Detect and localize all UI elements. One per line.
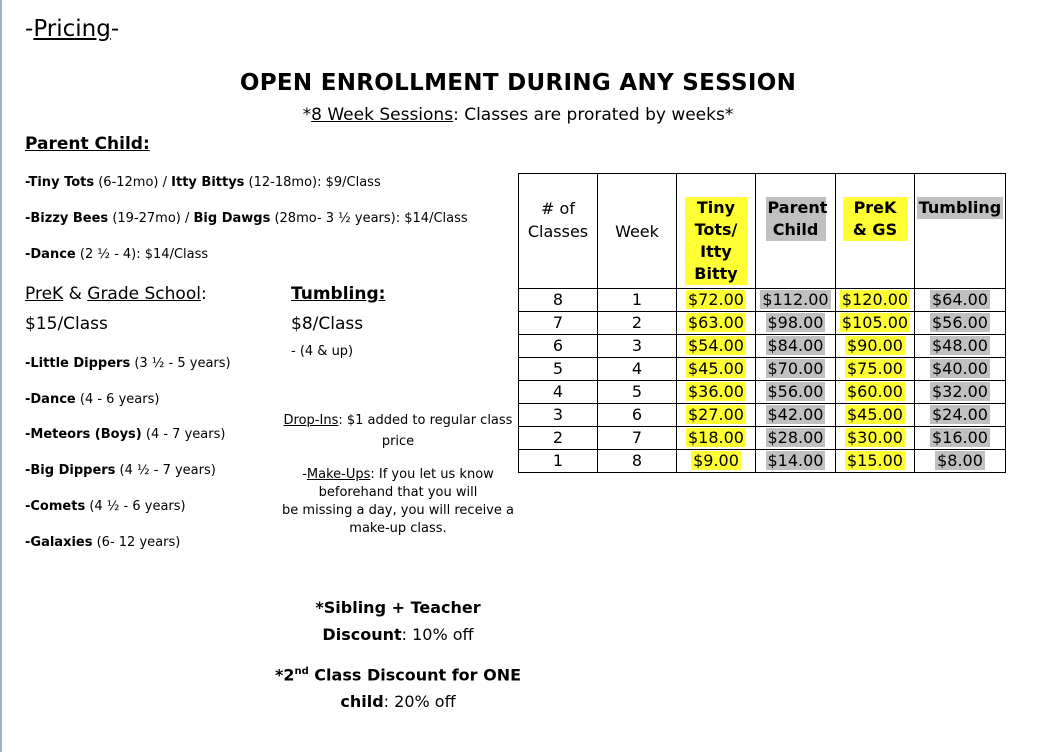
cell-week [598,450,677,473]
cell-value: 7 [631,428,643,447]
parent-child-heading: Parent Child: [25,134,150,154]
cell-value: 5 [552,359,564,378]
tumbling-heading: Tumbling: [291,284,386,304]
cell-value: 6 [631,405,643,424]
cell-value: $24.00 [932,405,988,424]
cell-value: 8 [631,451,643,470]
cell-value: 3 [631,336,643,355]
cell-week [598,289,677,312]
cell-value: $112.00 [762,290,829,309]
cell-value: $9.00 [693,451,739,470]
cell-value: $32.00 [932,382,988,401]
cell-value: $42.00 [767,405,824,424]
cell-value: $8.00 [937,451,983,470]
cell-value: $56.00 [767,382,824,401]
cell-tiny-tots [677,312,756,335]
cell-parent-child [756,404,836,427]
page-title: -Pricing- [25,16,120,42]
cell-value: $36.00 [688,382,744,401]
cell-parent-child [756,450,836,473]
cell-value: $72.00 [688,290,744,309]
main-heading: OPEN ENROLLMENT DURING ANY SESSION [239,70,797,96]
table-row [519,404,1006,427]
cell-value: $60.00 [847,382,903,401]
parent-child-item: -Bizzy Bees (19-27mo) / Big Dawgs (28mo- 3 ½ years): $14/Class [25,211,468,226]
prek-price: $15/Class [25,314,108,334]
col-header-week: Week [598,174,677,289]
cell-prek [836,427,915,450]
prek-item: -Comets (4 ½ - 6 years) [25,499,186,514]
cell-tiny-tots [677,404,756,427]
cell-tumbling [915,381,1006,404]
cell-value: $16.00 [932,428,988,447]
sibling-discount: *Sibling + Teacher Discount: 10% off [315,598,481,644]
cell-prek [836,404,915,427]
cell-classes [519,427,598,450]
table-row [519,289,1006,312]
cell-value: $120.00 [841,290,909,309]
parent-child-item: -Tiny Tots (6-12mo) / Itty Bittys (12-18mo): $9/Class [25,175,381,190]
cell-value: 2 [552,428,564,447]
cell-value: 1 [552,451,564,470]
prek-item: -Big Dippers (4 ½ - 7 years) [25,463,216,478]
cell-week [598,404,677,427]
col-header-tiny-tots: Tiny Tots/ Itty Bitty [677,174,756,289]
cell-value: 4 [552,382,564,401]
prek-item: -Little Dippers (3 ½ - 5 years) [25,356,231,371]
makeups-note: -Make-Ups: If you let us know beforehand that you will be missing a day, you will receive a make-up class. [282,467,514,536]
cell-prek [836,358,915,381]
cell-classes [519,404,598,427]
cell-tumbling [915,450,1006,473]
cell-classes [519,312,598,335]
table-header-row [519,174,1006,289]
cell-value: $70.00 [767,359,824,378]
cell-parent-child [756,358,836,381]
cell-week [598,381,677,404]
cell-value: $84.00 [767,336,824,355]
cell-tiny-tots [677,358,756,381]
table-row [519,427,1006,450]
parent-child-item: -Dance (2 ½ - 4): $14/Class [25,247,209,262]
cell-prek [836,450,915,473]
cell-parent-child [756,381,836,404]
tumbling-ages: - (4 & up) [291,344,354,359]
cell-classes [519,381,598,404]
cell-tumbling [915,404,1006,427]
pricing-table [518,173,1006,473]
prek-item: -Meteors (Boys) (4 - 7 years) [25,427,226,442]
cell-week [598,427,677,450]
cell-value: 4 [631,359,643,378]
cell-value: $56.00 [932,313,988,332]
col-header-prek: PreK & GS [836,174,915,289]
cell-value: 7 [552,313,564,332]
cell-value: $30.00 [847,428,903,447]
cell-tumbling [915,335,1006,358]
prek-heading: PreK & Grade School: [25,284,207,304]
cell-week [598,358,677,381]
cell-tiny-tots [677,450,756,473]
col-header-parent-child: Parent Child [756,174,836,289]
cell-classes [519,358,598,381]
cell-value: $90.00 [847,336,903,355]
table-row [519,312,1006,335]
table-row [519,450,1006,473]
cell-value: $64.00 [932,290,988,309]
cell-prek [836,312,915,335]
cell-value: $45.00 [847,405,903,424]
cell-prek [836,335,915,358]
cell-value: $54.00 [688,336,744,355]
dropins-note: Drop-Ins: $1 added to regular class price [283,413,513,449]
cell-tiny-tots [677,381,756,404]
cell-week [598,312,677,335]
cell-tumbling [915,427,1006,450]
cell-classes [519,450,598,473]
cell-value: 3 [552,405,564,424]
subheading: *8 Week Sessions: Classes are prorated by weeks* [302,105,734,125]
cell-tiny-tots [677,335,756,358]
cell-prek [836,289,915,312]
tumbling-price: $8/Class [291,314,364,334]
cell-value: $98.00 [767,313,824,332]
cell-value: $75.00 [847,359,903,378]
cell-value: 6 [552,336,564,355]
col-header-classes: # of Classes [519,174,598,289]
cell-prek [836,381,915,404]
prek-item: -Galaxies (6- 12 years) [25,535,181,550]
cell-tumbling [915,358,1006,381]
cell-value: $40.00 [932,359,988,378]
cell-value: $18.00 [688,428,744,447]
cell-value: $14.00 [767,451,824,470]
cell-tumbling [915,289,1006,312]
cell-value: $28.00 [767,428,824,447]
cell-tiny-tots [677,427,756,450]
cell-value: $27.00 [688,405,744,424]
table-row [519,358,1006,381]
cell-parent-child [756,427,836,450]
second-class-discount: *2nd Class Discount for ONE child: 20% off [274,665,522,712]
cell-value: 1 [631,290,643,309]
cell-parent-child [756,289,836,312]
table-row [519,381,1006,404]
cell-value: $63.00 [688,313,744,332]
cell-classes [519,289,598,312]
cell-parent-child [756,312,836,335]
page-title-text: Pricing [33,16,111,42]
cell-value: 2 [631,313,643,332]
cell-value: 8 [552,290,564,309]
cell-tiny-tots [677,289,756,312]
cell-value: 5 [631,382,643,401]
prek-item: -Dance (4 - 6 years) [25,392,160,407]
table-row [519,335,1006,358]
cell-value: $105.00 [841,313,909,332]
cell-classes [519,335,598,358]
cell-value: $48.00 [932,336,988,355]
cell-value: $45.00 [688,359,744,378]
cell-tumbling [915,312,1006,335]
cell-parent-child [756,335,836,358]
cell-value: $15.00 [847,451,903,470]
cell-week [598,335,677,358]
col-header-tumbling: Tumbling [915,174,1006,289]
